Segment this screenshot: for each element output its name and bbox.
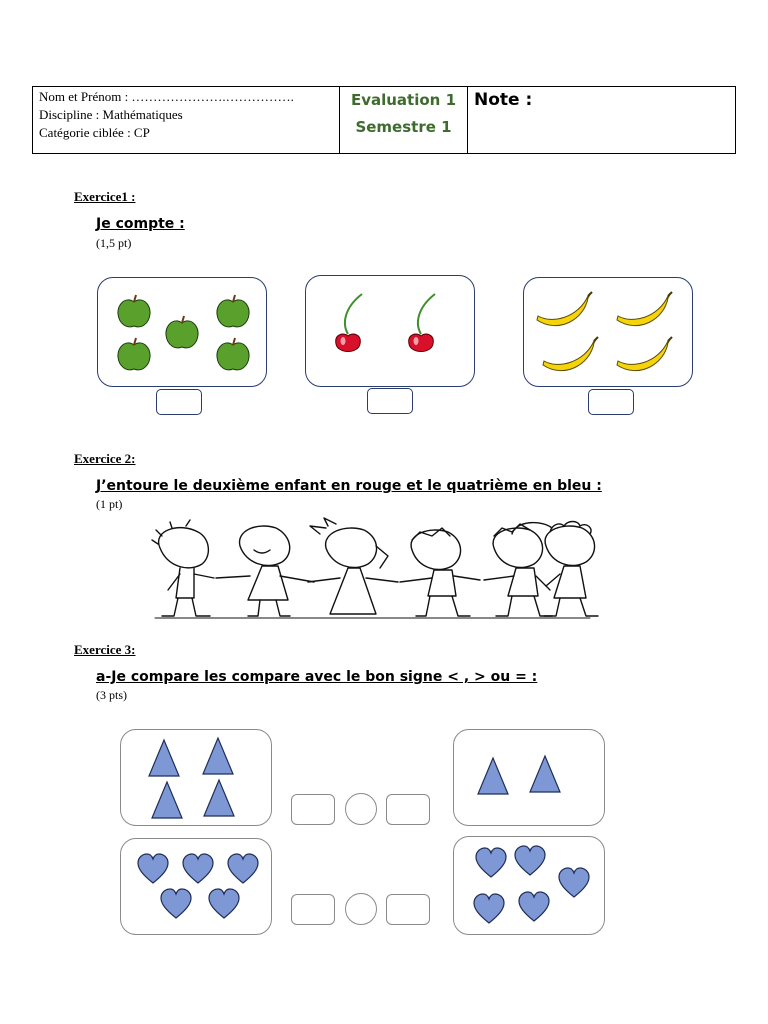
evaluation-title: Evaluation 1 [350, 91, 457, 109]
evaluation-cell [340, 87, 468, 154]
heart-icon [474, 894, 504, 923]
banana-icon [617, 337, 672, 371]
exercise3-title: Exercice 3: [74, 642, 136, 657]
child-3[interactable] [308, 518, 398, 614]
exercise1-title: Exercice1 : [74, 189, 136, 204]
cherry-icon [409, 294, 435, 352]
semester-title: Semestre 1 [355, 118, 452, 136]
heart-icon [228, 854, 258, 883]
exercise3-points: (3 pts) [96, 688, 127, 702]
heart-icon [515, 846, 545, 875]
apples-answer-box[interactable] [156, 389, 202, 415]
exercise2-points: (1 pt) [96, 497, 123, 511]
note-label: Note : [474, 90, 533, 110]
compare-row2-left-box[interactable] [291, 894, 335, 925]
heart-icon [476, 848, 506, 877]
child-1[interactable] [152, 520, 214, 616]
cherries-box [305, 275, 475, 387]
triangle-icon [203, 738, 233, 774]
apple-icon [118, 295, 150, 327]
children-drawing [150, 520, 600, 622]
compare-row2-right-box[interactable] [386, 894, 430, 925]
triangles-right-box [453, 729, 605, 826]
heart-icon [559, 868, 589, 897]
exercise3-instruction: a-Je compare les compare avec le bon signe < , > ou = : [96, 669, 538, 685]
cherries-answer-box[interactable] [367, 388, 413, 414]
banana-icon [543, 337, 598, 371]
heart-icon [519, 892, 549, 921]
heart-icon [183, 854, 213, 883]
header-table [32, 86, 736, 154]
bananas-box [523, 277, 693, 387]
category-line: Catégorie ciblée : CP [39, 125, 150, 140]
compare-row1-left-box[interactable] [291, 794, 335, 825]
apples-box [97, 277, 267, 387]
bananas-answer-box[interactable] [588, 389, 634, 415]
name-line[interactable]: Nom et Prénom : ………………….……………. [39, 89, 294, 104]
child-4[interactable] [400, 528, 480, 616]
exercise1-instruction: Je compte : [96, 216, 185, 232]
exercise2-instruction: J’entoure le deuxième enfant en rouge et le quatrième en bleu : [96, 478, 602, 494]
heart-icon [161, 889, 191, 918]
apple-icon [166, 316, 198, 348]
exercise1-points: (1,5 pt) [96, 236, 132, 250]
compare-row2-sign-circle[interactable] [345, 893, 377, 925]
triangle-icon [149, 740, 179, 776]
triangle-icon [204, 780, 234, 816]
apple-icon [217, 338, 249, 370]
apples-drawing [98, 278, 266, 386]
banana-icon [617, 292, 672, 326]
cherries-drawing [306, 276, 474, 386]
triangle-icon [152, 782, 182, 818]
cherry-icon [336, 294, 362, 352]
triangles-left-box [120, 729, 272, 826]
compare-row1-sign-circle[interactable] [345, 793, 377, 825]
heart-icon [138, 854, 168, 883]
exercise2-title: Exercice 2: [74, 451, 136, 466]
discipline-line: Discipline : Mathématiques [39, 107, 183, 122]
child-5[interactable] [484, 524, 552, 616]
child-6[interactable] [512, 522, 598, 617]
bananas-drawing [524, 278, 692, 386]
heart-icon [209, 889, 239, 918]
note-cell[interactable] [468, 87, 736, 154]
hearts-left-box [120, 838, 272, 935]
hearts-right-box [453, 836, 605, 935]
banana-icon [537, 292, 592, 326]
triangle-icon [530, 756, 560, 792]
child-2[interactable] [216, 526, 314, 616]
compare-row1-right-box[interactable] [386, 794, 430, 825]
student-info-cell [33, 87, 340, 154]
triangle-icon [478, 758, 508, 794]
apple-icon [217, 295, 249, 327]
apple-icon [118, 338, 150, 370]
